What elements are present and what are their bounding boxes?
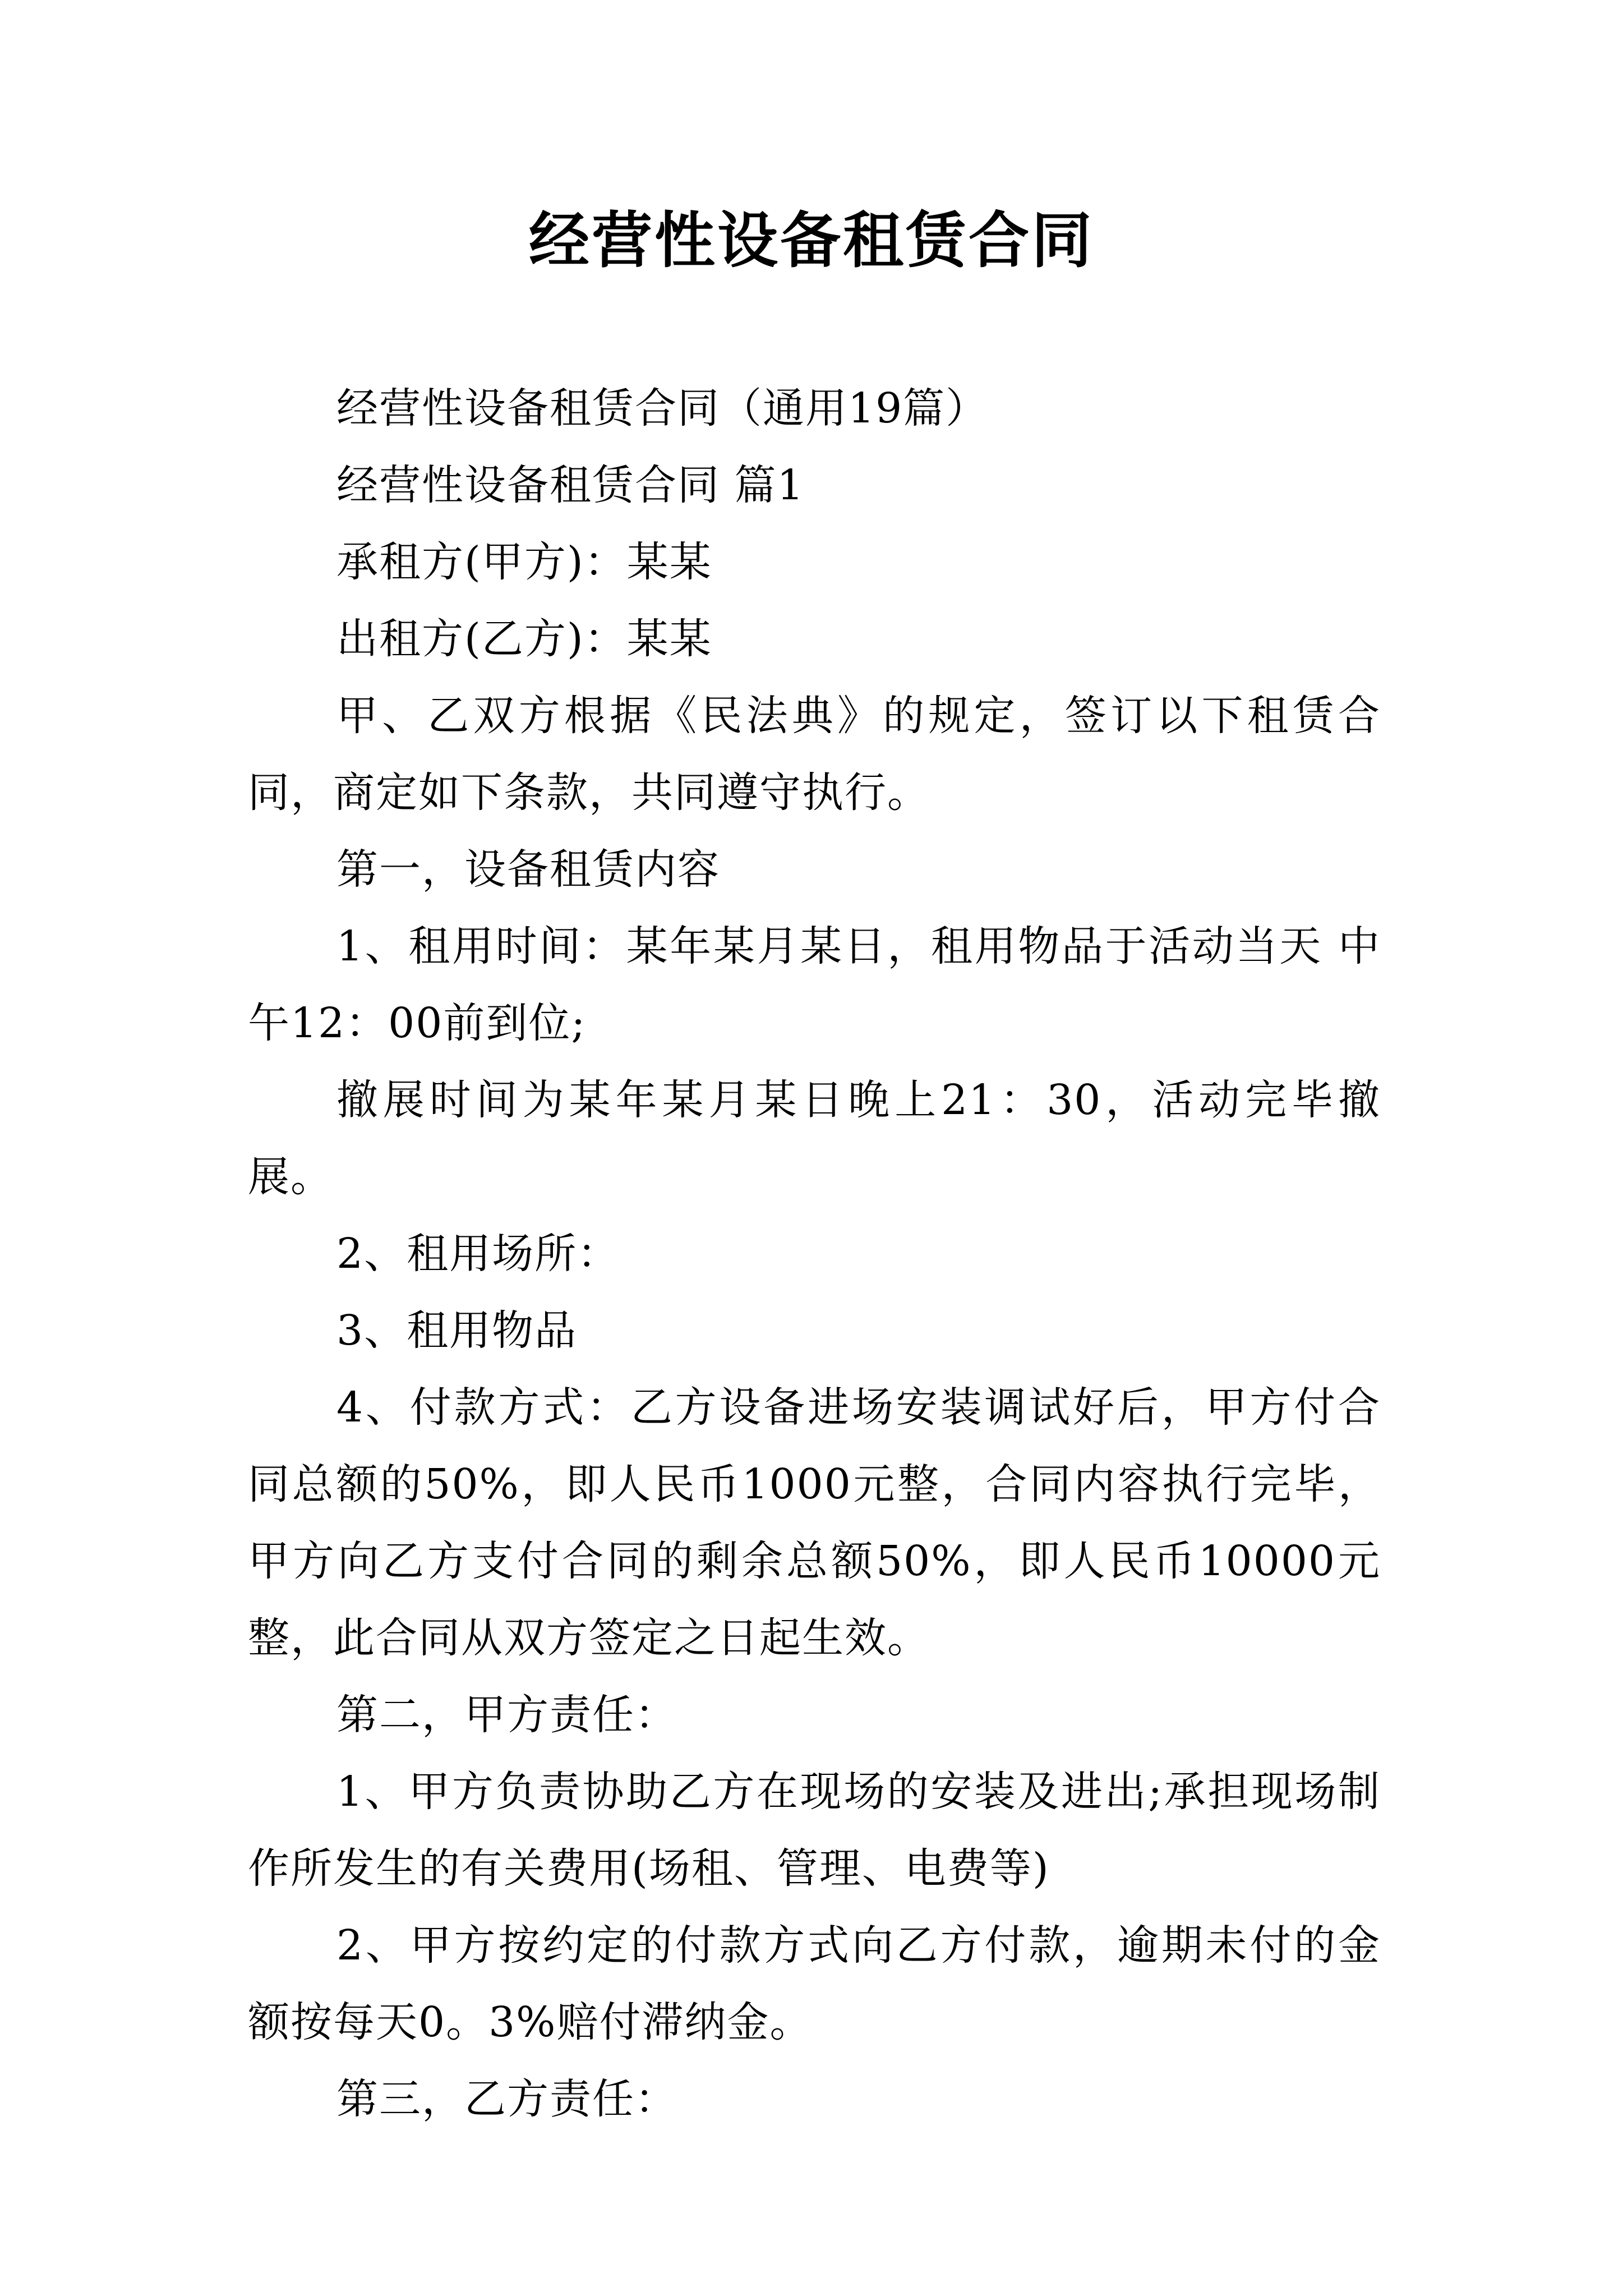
paragraph-lessee: 承租方(甲方)：某某 [336, 538, 712, 586]
paragraph-rental-items: 3、租用物品 [336, 1306, 578, 1355]
paragraph-dismantle-time: 撤展时间为某年某月某日晚上21：30，活动完毕撤展。 [248, 1076, 1381, 1201]
document-body [248, 370, 1381, 2138]
paragraph-section-2-heading: 第二，甲方责任： [336, 1691, 677, 1739]
paragraph-section-3-heading: 第三，乙方责任： [336, 2075, 677, 2123]
paragraph-chapter-heading: 经营性设备租赁合同 篇1 [336, 461, 805, 509]
paragraph-party-a-duty-1: 1、甲方负责协助乙方在现场的安装及进出;承担现场制作所发生的有关费用(场租、管理、电费等) [248, 1768, 1381, 1893]
paragraph-preamble: 甲、乙双方根据《民法典》的规定，签订以下租赁合同，商定如下条款，共同遵守执行。 [248, 692, 1381, 817]
paragraph-rental-venue: 2、租用场所： [336, 1230, 620, 1278]
paragraph-lessor: 出租方(乙方)：某某 [336, 615, 712, 663]
paragraph-payment-method: 4、付款方式：乙方设备进场安装调试好后，甲方付合同总额的50%，即人民币1000元整，合同内容执行完毕，甲方向乙方支付合同的剩余总额50%，即人民币10000元整，此合同从双方签定之日起生效。 [248, 1383, 1381, 1662]
paragraph-rental-time: 1、租用时间：某年某月某日，租用物品于活动当天 中午12：00前到位; [248, 922, 1381, 1047]
document-title: 经营性设备租赁合同 [528, 206, 1094, 276]
paragraph-party-a-duty-2: 2、甲方按约定的付款方式向乙方付款，逾期未付的金额按每天0。3%赔付滞纳金。 [248, 1921, 1381, 2046]
paragraph-subtitle: 经营性设备租赁合同（通用19篇） [336, 384, 989, 432]
paragraph-section-1-heading: 第一，设备租赁内容 [336, 845, 720, 894]
